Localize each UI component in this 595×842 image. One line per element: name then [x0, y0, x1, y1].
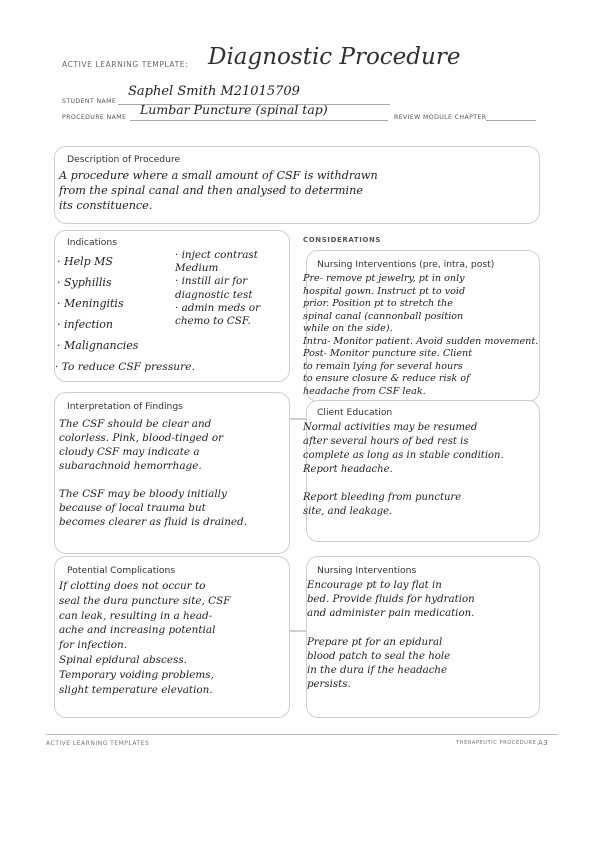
nursing-interventions-title: Nursing Interventions	[317, 565, 417, 576]
complications-text: If clotting does not occur to seal the dura puncture site, CSF can leak, resulting in a head- ache and increasing potential for infection. Spinal epidural abscess. Temporary voiding problems, slight temperature elevation.	[59, 580, 231, 696]
page-title: Diagnostic Procedure	[208, 44, 461, 70]
footer-right-label: THERAPEUTIC PROCEDURE	[456, 740, 537, 746]
indications-title: Indications	[67, 237, 117, 248]
client-education-title: Client Education	[317, 407, 393, 418]
client-education-text: Normal activities may be resumed after several hours of bed rest is complete as long as in stable condition. Report headache. Report bleeding from puncture site, and leakage.	[303, 422, 504, 517]
description-box	[54, 146, 540, 224]
footer-page-number: A3	[538, 739, 549, 747]
interpretation-title: Interpretation of Findings	[67, 401, 183, 412]
description-text: A procedure where a small amount of CSF is withdrawn from the spinal canal and then analysed to determine its constituence.	[59, 169, 378, 212]
footer-rule	[46, 734, 558, 735]
procedure-name-value: Lumbar Puncture (spinal tap)	[140, 102, 328, 117]
indications-right-list: · inject contrast Medium · instill air for diagnostic test · admin meds or chemo to CSF.	[175, 249, 261, 328]
nursing-interventions-pip-box	[303, 250, 540, 402]
review-module-rule	[486, 120, 536, 121]
nursing-interventions-pip-text: Pre- remove pt jewelry, pt in only hospital gown. Instruct pt to void prior. Position pt to stretch the spinal canal (cannonball position while on the side). Intra- Monitor patient. Avoid sudden movement. Post- Monitor puncture site. Client to remain lying for several hours to ensure closure & reduce risk of headache from CSF leak.	[303, 273, 539, 397]
nursing-interventions-pip-title: Nursing Interventions (pre, intra, post)	[317, 259, 495, 270]
description-title: Description of Procedure	[67, 154, 181, 165]
interpretation-box	[54, 392, 290, 554]
indications-bottom-text: · To reduce CSF pressure.	[55, 361, 195, 373]
template-label: ACTIVE LEARNING TEMPLATE:	[62, 60, 189, 69]
procedure-name-rule	[130, 120, 388, 121]
client-education-box	[303, 400, 540, 542]
complications-box	[54, 556, 290, 718]
indications-box	[54, 230, 290, 382]
procedure-name-label: PROCEDURE NAME	[62, 114, 127, 121]
student-name-value: Saphel Smith M21015709	[128, 84, 300, 99]
considerations-label: CONSIDERATIONS	[303, 236, 382, 244]
footer-left: ACTIVE LEARNING TEMPLATES	[46, 740, 150, 747]
nursing-interventions-text: Encourage pt to lay flat in bed. Provide fluids for hydration and administer pain medication. Prepare pt for an epidural blood patch to seal the hole in the dura if the headache persists.	[307, 580, 475, 691]
interpretation-text: The CSF should be clear and colorless. Pink, blood-tinged or cloudy CSF may indicate a subarachnoid hemorrhage. The CSF may be bloody initially because of local trauma but becomes clearer as fluid is drained.	[59, 418, 248, 528]
nursing-interventions-box	[306, 556, 540, 718]
student-name-label: STUDENT NAME	[62, 98, 117, 105]
indications-left-list: · Help MS · Syphillis · Meningitis · infection · Malignancies	[57, 255, 139, 352]
complications-title: Potential Complications	[67, 565, 176, 576]
review-module-label: REVIEW MODULE CHAPTER	[394, 114, 487, 121]
